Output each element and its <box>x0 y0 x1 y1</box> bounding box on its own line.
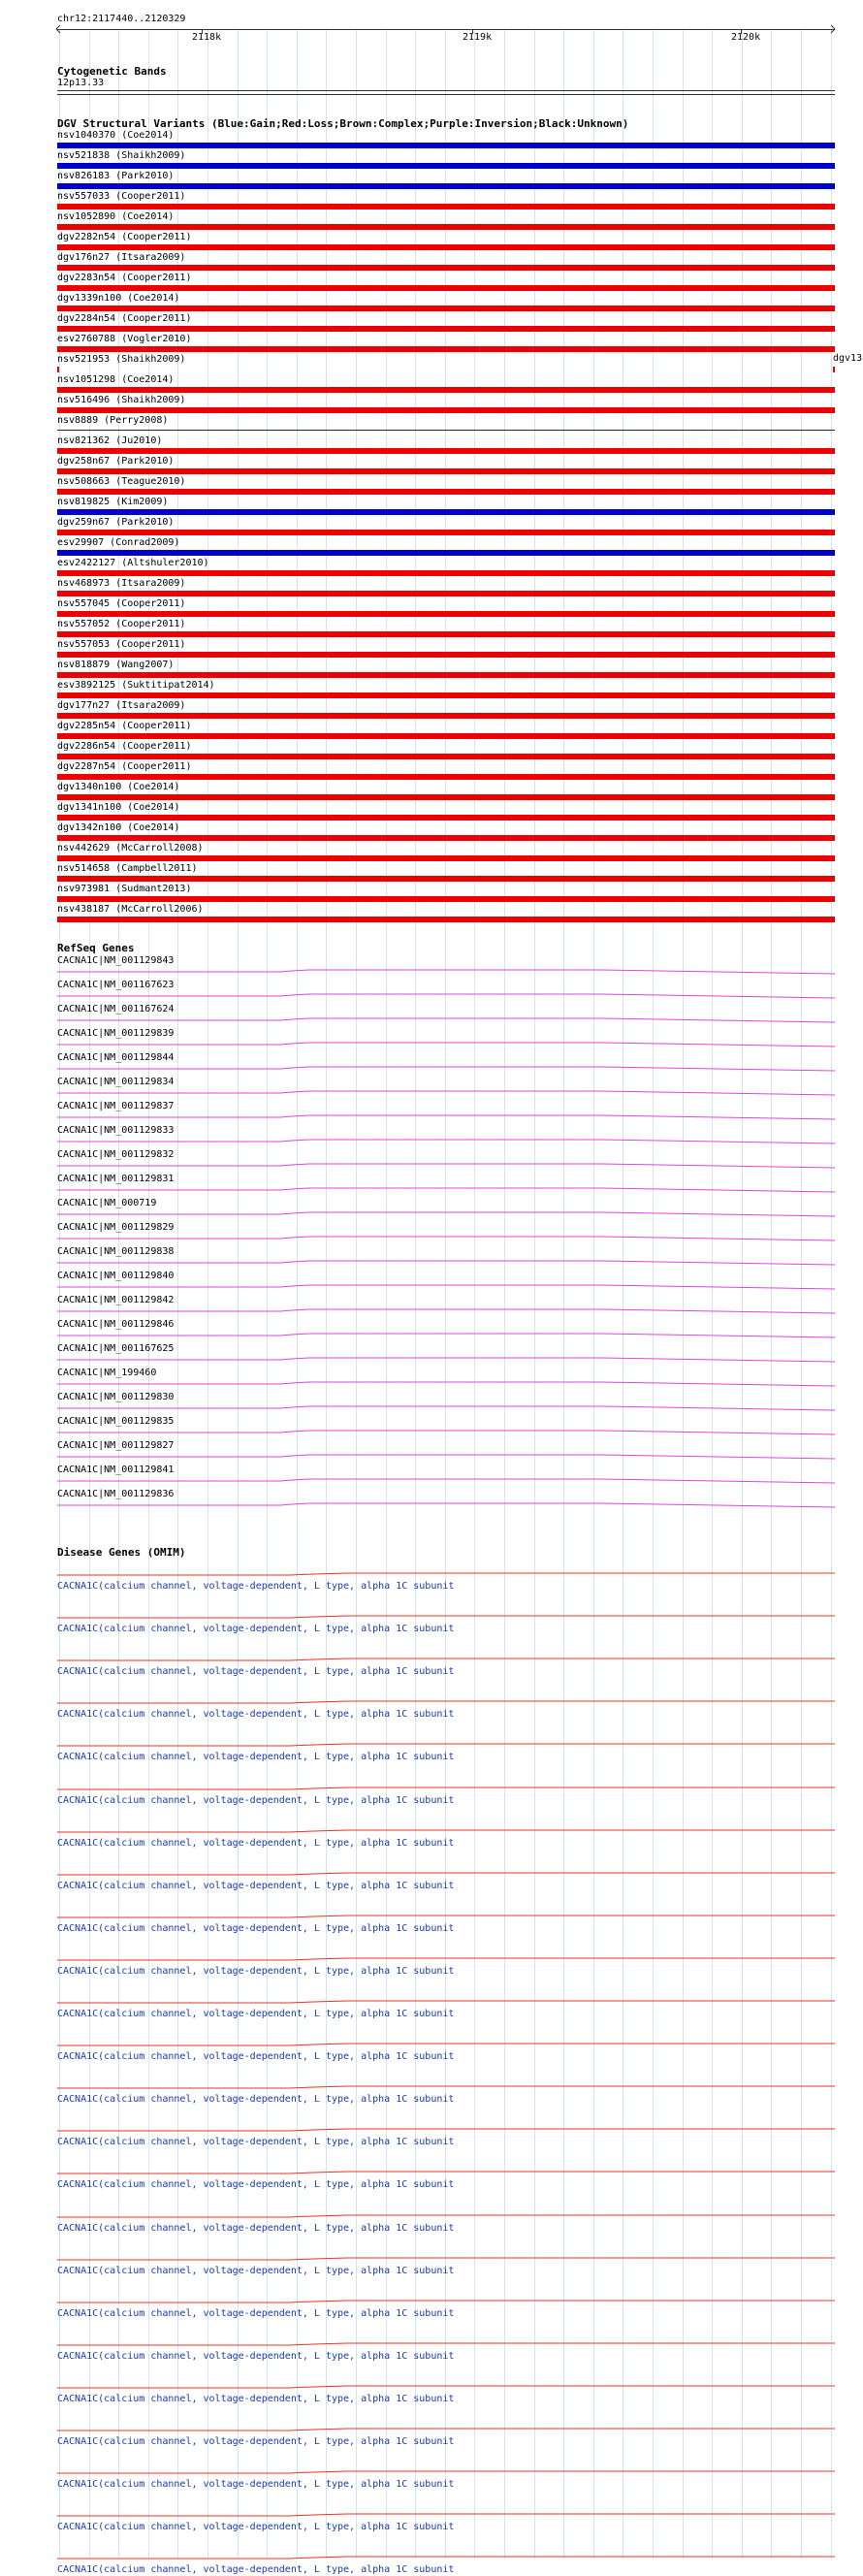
dgv-variant-label[interactable]: dgv177n27 (Itsara2009) <box>57 700 186 711</box>
omim-gene-line[interactable] <box>57 2213 835 2219</box>
dgv-variant-bar[interactable] <box>57 326 835 332</box>
dgv-variant-bar[interactable] <box>57 509 835 515</box>
dgv-variant-bar[interactable] <box>57 430 835 431</box>
omim-gene-label[interactable]: CACNA1C(calcium channel, voltage-dependent, L type, alpha 1C subunit <box>57 1752 455 1762</box>
dgv-variant-bar[interactable] <box>57 794 835 800</box>
omim-gene-line[interactable] <box>57 2555 835 2560</box>
dgv-variant-bar[interactable] <box>57 285 835 291</box>
dgv-variant-bar[interactable] <box>57 244 835 250</box>
refseq-gene-label[interactable]: CACNA1C|NM_001129827 <box>57 1440 175 1451</box>
omim-gene-line[interactable] <box>57 2042 835 2047</box>
refseq-gene-line[interactable] <box>57 1064 835 1072</box>
omim-gene-line[interactable] <box>57 2084 835 2090</box>
omim-gene-line[interactable] <box>57 1571 835 1577</box>
dgv-variant-label[interactable]: nsv826183 (Park2010) <box>57 171 175 181</box>
dgv-variant-label[interactable]: nsv1051298 (Coe2014) <box>57 374 175 385</box>
dgv-variant-bar[interactable] <box>57 468 835 474</box>
dgv-variant-bar[interactable] <box>57 346 835 352</box>
omim-gene-label[interactable]: CACNA1C(calcium channel, voltage-dependent, L type, alpha 1C subunit <box>57 2394 455 2404</box>
refseq-gene-line[interactable] <box>57 1088 835 1096</box>
omim-gene-line[interactable] <box>57 1614 835 1620</box>
refseq-gene-label[interactable]: CACNA1C|NM_001129831 <box>57 1174 175 1184</box>
cytoband-label[interactable]: 12p13.33 <box>57 78 105 88</box>
dgv-variant-bar[interactable] <box>57 896 835 902</box>
dgv-variant-bar[interactable] <box>57 774 835 780</box>
dgv-variant-label[interactable]: nsv818879 (Wang2007) <box>57 660 175 670</box>
dgv-variant-bar[interactable] <box>57 815 835 821</box>
refseq-gene-label[interactable]: CACNA1C|NM_001129834 <box>57 1077 175 1087</box>
omim-track-title: Disease Genes (OMIM) <box>57 1546 186 1559</box>
refseq-track-title: RefSeq Genes <box>57 942 135 954</box>
omim-gene-label[interactable]: CACNA1C(calcium channel, voltage-dependent, L type, alpha 1C subunit <box>57 2522 455 2532</box>
dgv-variant-label[interactable]: dgv259n67 (Park2010) <box>57 517 175 528</box>
dgv-variant-label[interactable]: nsv973981 (Sudmant2013) <box>57 884 192 894</box>
refseq-gene-line[interactable] <box>57 991 835 999</box>
dgv-variant-label[interactable]: dgv1342n100 (Coe2014) <box>57 822 180 833</box>
refseq-gene-label[interactable]: CACNA1C|NM_001129830 <box>57 1392 175 1402</box>
dgv-variant-bar[interactable] <box>57 876 835 882</box>
dgv-variant-bar[interactable] <box>57 591 835 596</box>
omim-gene-line[interactable] <box>57 1657 835 1662</box>
refseq-gene-label[interactable]: CACNA1C|NM_199460 <box>57 1368 157 1378</box>
omim-gene-line[interactable] <box>57 1786 835 1791</box>
dgv-variant-label[interactable]: esv2760788 (Vogler2010) <box>57 334 192 344</box>
omim-gene-label[interactable]: CACNA1C(calcium channel, voltage-dependent, L type, alpha 1C subunit <box>57 2436 455 2447</box>
dgv-variant-bar[interactable] <box>57 611 835 617</box>
refseq-gene-label[interactable]: CACNA1C|NM_001129835 <box>57 1416 175 1427</box>
omim-gene-label[interactable]: CACNA1C(calcium channel, voltage-dependent, L type, alpha 1C subunit <box>57 1838 455 1849</box>
refseq-gene-line[interactable] <box>57 1476 835 1484</box>
dgv-variant-label[interactable]: dgv258n67 (Park2010) <box>57 456 175 467</box>
omim-gene-line[interactable] <box>57 1999 835 2005</box>
dgv-variant-bar[interactable] <box>57 917 835 922</box>
dgv-variant-label[interactable]: nsv521953 (Shaikh2009) <box>57 354 186 365</box>
dgv-variant-bar[interactable] <box>57 631 835 637</box>
dgv-variant-label[interactable]: nsv521838 (Shaikh2009) <box>57 150 186 161</box>
ruler-arrows-icon <box>55 25 837 34</box>
refseq-gene-line[interactable] <box>57 1500 835 1508</box>
dgv-variant-bar[interactable] <box>57 692 835 698</box>
refseq-gene-line[interactable] <box>57 1015 835 1023</box>
omim-gene-label[interactable]: CACNA1C(calcium channel, voltage-dependent, L type, alpha 1C subunit <box>57 2564 455 2575</box>
omim-gene-line[interactable] <box>57 2512 835 2518</box>
refseq-gene-line[interactable] <box>57 1258 835 1266</box>
omim-gene-label[interactable]: CACNA1C(calcium channel, voltage-dependent, L type, alpha 1C subunit <box>57 2094 455 2105</box>
refseq-gene-label[interactable]: CACNA1C|NM_001129832 <box>57 1149 175 1160</box>
dgv-variant-label[interactable]: nsv557033 (Cooper2011) <box>57 191 186 202</box>
dgv-variant-bar[interactable] <box>57 754 835 759</box>
refseq-gene-line[interactable] <box>57 1452 835 1460</box>
refseq-gene-line[interactable] <box>57 1355 835 1363</box>
dgv-variant-label[interactable]: dgv2285n54 (Cooper2011) <box>57 721 192 731</box>
dgv-variant-label[interactable]: dgv176n27 (Itsara2009) <box>57 252 186 263</box>
dgv-variant-bar[interactable] <box>57 367 59 372</box>
omim-gene-line[interactable] <box>57 2299 835 2304</box>
dgv-variant-label[interactable]: dgv2287n54 (Cooper2011) <box>57 761 192 772</box>
omim-gene-label[interactable]: CACNA1C(calcium channel, voltage-dependent, L type, alpha 1C subunit <box>57 1709 455 1720</box>
dgv-variant-bar[interactable] <box>57 835 835 841</box>
dgv-variant-label[interactable]: nsv438187 (McCarroll2006) <box>57 904 204 915</box>
dgv-variant-bar[interactable] <box>57 570 835 576</box>
dgv-variant-label[interactable]: nsv557052 (Cooper2011) <box>57 619 186 629</box>
refseq-gene-line[interactable] <box>57 967 835 975</box>
refseq-gene-line[interactable] <box>57 1306 835 1314</box>
ruler-tick-label: 2118k <box>192 32 222 43</box>
omim-gene-label[interactable]: CACNA1C(calcium channel, voltage-dependent, L type, alpha 1C subunit <box>57 1923 455 1934</box>
omim-gene-label[interactable]: CACNA1C(calcium channel, voltage-dependent, L type, alpha 1C subunit <box>57 2223 455 2234</box>
ruler-tick-label: 2119k <box>463 32 493 43</box>
cytoband-line-top <box>57 90 835 91</box>
refseq-gene-line[interactable] <box>57 1040 835 1047</box>
omim-gene-line[interactable] <box>57 1828 835 1834</box>
dgv-variant-bar[interactable] <box>57 652 835 658</box>
dgv-variant-bar[interactable] <box>57 306 835 311</box>
dgv-variant-label[interactable]: nsv1052890 (Coe2014) <box>57 211 175 222</box>
dgv-variant-bar[interactable] <box>57 407 835 413</box>
dgv-variant-bar[interactable] <box>57 183 835 189</box>
dgv-variant-label[interactable]: dgv1340n100 (Coe2014) <box>57 782 180 792</box>
dgv-variant-label[interactable]: nsv821362 (Ju2010) <box>57 435 163 446</box>
dgv-variant-bar[interactable] <box>57 448 835 454</box>
dgv-variant-label[interactable]: nsv1040370 (Coe2014) <box>57 130 175 141</box>
dgv-variant-bar[interactable] <box>57 530 835 535</box>
omim-gene-line[interactable] <box>57 2256 835 2262</box>
dgv-variant-label[interactable]: dgv2284n54 (Cooper2011) <box>57 313 192 324</box>
refseq-gene-label[interactable]: CACNA1C|NM_001129829 <box>57 1222 175 1233</box>
omim-gene-label[interactable]: CACNA1C(calcium channel, voltage-dependent, L type, alpha 1C subunit <box>57 1966 455 1977</box>
omim-gene-line[interactable] <box>57 2341 835 2347</box>
dgv-variant-label[interactable]: nsv8889 (Perry2008) <box>57 415 169 426</box>
omim-gene-line[interactable] <box>57 1742 835 1748</box>
omim-gene-label[interactable]: CACNA1C(calcium channel, voltage-dependent, L type, alpha 1C subunit <box>57 2479 455 2490</box>
omim-gene-label[interactable]: CACNA1C(calcium channel, voltage-dependent, L type, alpha 1C subunit <box>57 2009 455 2019</box>
dgv-variant-label[interactable]: dgv2282n54 (Cooper2011) <box>57 232 192 242</box>
omim-gene-line[interactable] <box>57 2469 835 2475</box>
dgv-variant-bar[interactable] <box>57 204 835 209</box>
refseq-gene-label[interactable]: CACNA1C|NM_001129841 <box>57 1465 175 1475</box>
omim-gene-line[interactable] <box>57 2170 835 2175</box>
dgv-variant-bar[interactable] <box>833 367 835 372</box>
omim-gene-label[interactable]: CACNA1C(calcium channel, voltage-dependent, L type, alpha 1C subunit <box>57 1581 455 1592</box>
location-label: chr12:2117440..2120329 <box>57 14 186 24</box>
refseq-gene-label[interactable]: CACNA1C|NM_001129833 <box>57 1125 175 1136</box>
refseq-gene-line[interactable] <box>57 1161 835 1169</box>
dgv-variant-label[interactable]: dgv2286n54 (Cooper2011) <box>57 741 192 752</box>
dgv-variant-bar[interactable] <box>57 387 835 393</box>
refseq-gene-line[interactable] <box>57 1185 835 1193</box>
dgv-variant-bar[interactable] <box>57 224 835 230</box>
refseq-gene-line[interactable] <box>57 1282 835 1290</box>
omim-gene-line[interactable] <box>57 2384 835 2390</box>
refseq-gene-line[interactable] <box>57 1331 835 1338</box>
refseq-gene-label[interactable]: CACNA1C|NM_000719 <box>57 1198 157 1208</box>
dgv-variant-label[interactable]: nsv442629 (McCarroll2008) <box>57 843 204 853</box>
dgv-variant-label[interactable]: nsv557045 (Cooper2011) <box>57 598 186 609</box>
refseq-gene-label[interactable]: CACNA1C|NM_001129838 <box>57 1246 175 1257</box>
omim-gene-label[interactable]: CACNA1C(calcium channel, voltage-dependent, L type, alpha 1C subunit <box>57 1624 455 1634</box>
cytoband-track-title: Cytogenetic Bands <box>57 65 167 78</box>
refseq-gene-label[interactable]: CACNA1C|NM_001167625 <box>57 1343 175 1354</box>
omim-gene-label[interactable]: CACNA1C(calcium channel, voltage-dependent, L type, alpha 1C subunit <box>57 2351 455 2362</box>
omim-gene-line[interactable] <box>57 1914 835 1919</box>
refseq-gene-line[interactable] <box>57 1234 835 1241</box>
dgv-variant-label[interactable]: nsv516496 (Shaikh2009) <box>57 395 186 405</box>
dgv-variant-label[interactable]: nsv508663 (Teague2010) <box>57 476 186 487</box>
omim-gene-label[interactable]: CACNA1C(calcium channel, voltage-dependent, L type, alpha 1C subunit <box>57 1881 455 1891</box>
dgv-variant-bar[interactable] <box>57 143 835 148</box>
omim-gene-label[interactable]: CACNA1C(calcium channel, voltage-dependent, L type, alpha 1C subunit <box>57 2266 455 2276</box>
dgv-variant-label[interactable]: nsv514658 (Campbell2011) <box>57 863 198 874</box>
omim-gene-label[interactable]: CACNA1C(calcium channel, voltage-dependent, L type, alpha 1C subunit <box>57 1795 455 1806</box>
omim-gene-line[interactable] <box>57 1699 835 1705</box>
dgv-variant-bar[interactable] <box>57 550 835 556</box>
omim-gene-label[interactable]: CACNA1C(calcium channel, voltage-dependent, L type, alpha 1C subunit <box>57 2179 455 2190</box>
omim-gene-label[interactable]: CACNA1C(calcium channel, voltage-dependent, L type, alpha 1C subunit <box>57 1666 455 1677</box>
dgv-variant-bar[interactable] <box>57 489 835 495</box>
refseq-gene-line[interactable] <box>57 1209 835 1217</box>
refseq-gene-line[interactable] <box>57 1112 835 1120</box>
dgv-variant-bar[interactable] <box>57 733 835 739</box>
ruler-tick-label: 2120k <box>731 32 761 43</box>
refseq-gene-label[interactable]: CACNA1C|NM_001167623 <box>57 980 175 990</box>
refseq-gene-label[interactable]: CACNA1C|NM_001129837 <box>57 1101 175 1111</box>
omim-gene-label[interactable]: CACNA1C(calcium channel, voltage-dependent, L type, alpha 1C subunit <box>57 2137 455 2147</box>
cytoband-line-bottom <box>57 94 835 95</box>
refseq-gene-line[interactable] <box>57 1428 835 1435</box>
dgv-variant-bar[interactable] <box>57 713 835 719</box>
refseq-gene-label[interactable]: CACNA1C|NM_001129836 <box>57 1489 175 1499</box>
refseq-gene-label[interactable]: CACNA1C|NM_001129839 <box>57 1028 175 1039</box>
refseq-gene-line[interactable] <box>57 1403 835 1411</box>
refseq-gene-line[interactable] <box>57 1379 835 1387</box>
refseq-gene-line[interactable] <box>57 1137 835 1144</box>
refseq-gene-label[interactable]: CACNA1C|NM_001129846 <box>57 1319 175 1330</box>
dgv-variant-label[interactable]: esv3892125 (Suktitipat2014) <box>57 680 215 691</box>
dgv-variant-bar[interactable] <box>57 265 835 271</box>
omim-gene-line[interactable] <box>57 1871 835 1877</box>
dgv-variant-label[interactable]: nsv557053 (Cooper2011) <box>57 639 186 650</box>
dgv-variant-label[interactable]: esv29907 (Conrad2009) <box>57 537 180 548</box>
omim-gene-label[interactable]: CACNA1C(calcium channel, voltage-dependent, L type, alpha 1C subunit <box>57 2051 455 2062</box>
refseq-gene-label[interactable]: CACNA1C|NM_001129842 <box>57 1295 175 1305</box>
dgv-variant-label[interactable]: esv2422127 (Altshuler2010) <box>57 558 209 568</box>
dgv-track-title: DGV Structural Variants (Blue:Gain;Red:Loss;Brown:Complex;Purple:Inversion;Black:Unknown) <box>57 117 629 130</box>
dgv-variant-bar[interactable] <box>57 672 835 678</box>
dgv-variant-label[interactable]: dgv1339n100 (Coe2014) <box>57 293 180 304</box>
refseq-gene-label[interactable]: CACNA1C|NM_001129840 <box>57 1271 175 1281</box>
dgv-overflow-label[interactable]: dgv13 <box>833 353 863 364</box>
omim-gene-line[interactable] <box>57 2127 835 2133</box>
dgv-variant-label[interactable]: dgv2283n54 (Cooper2011) <box>57 273 192 283</box>
omim-gene-label[interactable]: CACNA1C(calcium channel, voltage-dependent, L type, alpha 1C subunit <box>57 2308 455 2319</box>
omim-gene-line[interactable] <box>57 1956 835 1962</box>
dgv-variant-bar[interactable] <box>57 163 835 169</box>
dgv-variant-label[interactable]: nsv819825 (Kim2009) <box>57 497 169 507</box>
dgv-variant-label[interactable]: dgv1341n100 (Coe2014) <box>57 802 180 813</box>
dgv-variant-bar[interactable] <box>57 855 835 861</box>
omim-gene-line[interactable] <box>57 2427 835 2432</box>
refseq-gene-label[interactable]: CACNA1C|NM_001167624 <box>57 1004 175 1014</box>
refseq-gene-label[interactable]: CACNA1C|NM_001129843 <box>57 955 175 966</box>
refseq-gene-label[interactable]: CACNA1C|NM_001129844 <box>57 1052 175 1063</box>
dgv-variant-label[interactable]: nsv468973 (Itsara2009) <box>57 578 186 589</box>
